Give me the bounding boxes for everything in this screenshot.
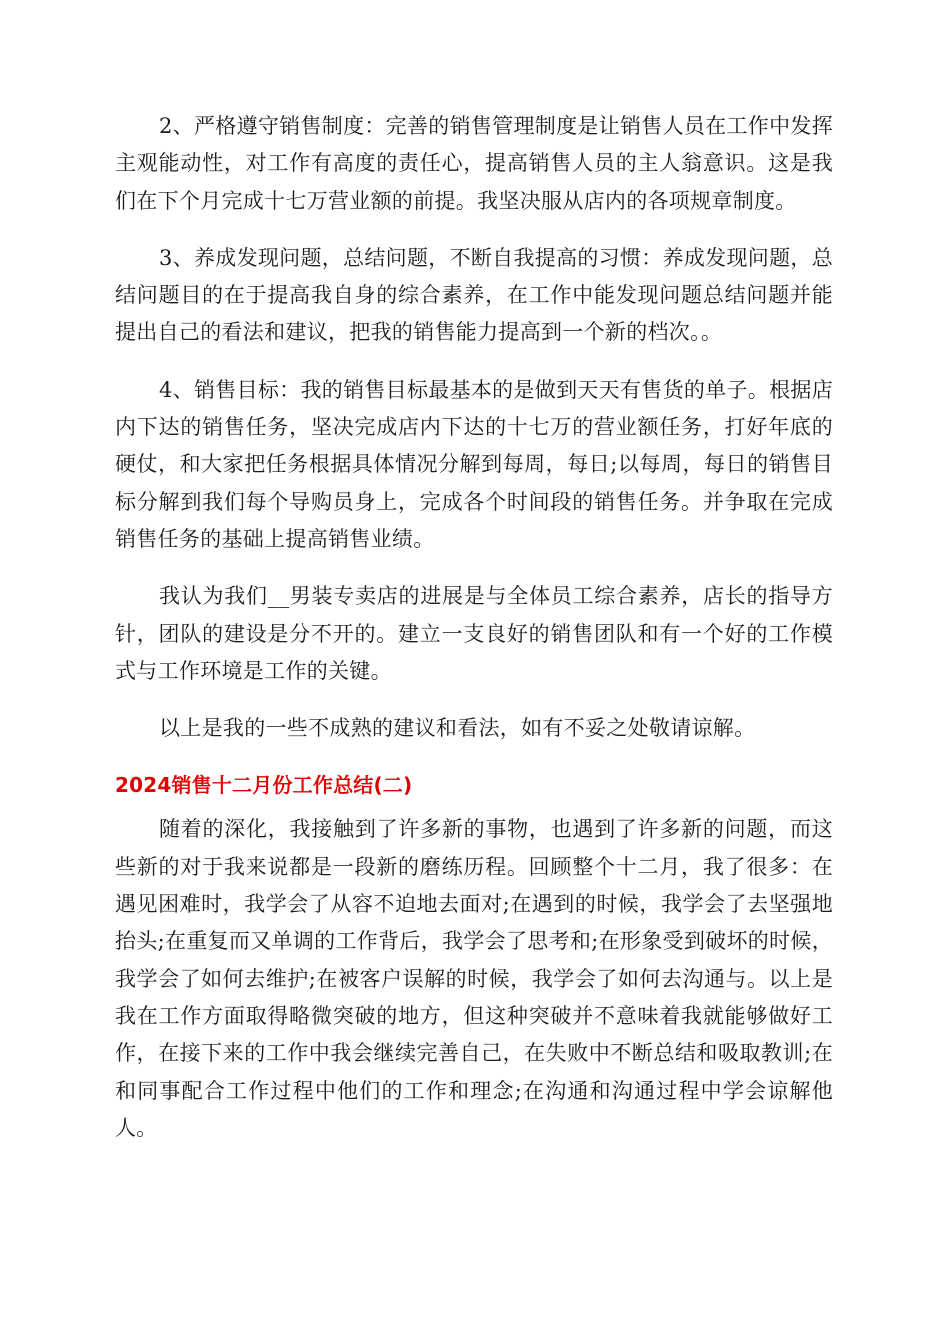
paragraph-sales-target: 4、销售目标：我的销售目标最基本的是做到天天有售货的单子。根据店内下达的销售任务，坚决完成店内下达的十七万的营业额任务，打好年底的硬仗，和大家把任务根据具体情况分解到每周，每日;以每周，每日的销售目标分解到我们每个导购员身上，完成各个时间段的销售任务。并争取在完成销售任务的基础上提高销售业绩。 [115, 377, 833, 551]
section-heading: 2024销售十二月份工作总结(二) [115, 773, 413, 798]
paragraph-problem-habits: 3、养成发现问题，总结问题，不断自我提高的习惯：养成发现问题，总结问题目的在于提高我自身的综合素养，在工作中能发现问题总结问题并能提出自己的看法和建议，把我的销售能力提高到一个新的档次。。 [115, 245, 833, 345]
document-body [115, 108, 833, 1167]
paragraph-december-summary: 随着的深化，我接触到了许多新的事物，也遇到了许多新的问题，而这些新的对于我来说都是一段新的磨练历程。回顾整个十二月，我了很多：在遇见困难时，我学会了从容不迫地去面对;在遇到的时候，我学会了去坚强地抬头;在重复而又单调的工作背后，我学会了思考和;在形象受到破坏的时候，我学会了如何去维护;在被客户误解的时候，我学会了如何去沟通与。以上是我在工作方面取得略微突破的地方，但这种突破并不意味着我就能够做好工作，在接下来的工作中我会继续完善自己，在失败中不断总结和吸取教训;在和同事配合工作过程中他们的工作和理念;在沟通和沟通过程中学会谅解他人。 [115, 817, 833, 1140]
paragraph-store-development: 我认为我们__男装专卖店的进展是与全体员工综合素养，店长的指导方针，团队的建设是分不开的。建立一支良好的销售团队和有一个好的工作模式与工作环境是工作的关键。 [115, 584, 833, 683]
paragraph-closing-remark: 以上是我的一些不成熟的建议和看法，如有不妥之处敬请谅解。 [159, 716, 756, 741]
paragraph-sales-system: 2、严格遵守销售制度：完善的销售管理制度是让销售人员在工作中发挥主观能动性，对工作有高度的责任心，提高销售人员的主人翁意识。这是我们在下个月完成十七万营业额的前提。我坚决服从店内的各项规章制度。 [115, 114, 833, 213]
